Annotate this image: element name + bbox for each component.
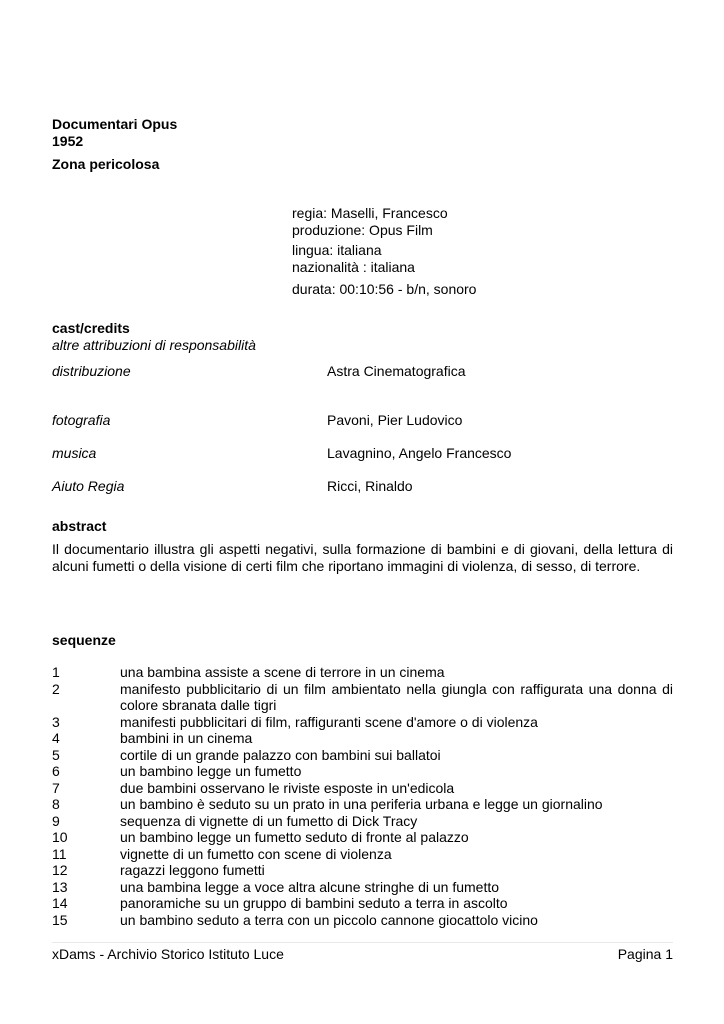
- sequence-text: sequenza di vignette di un fumetto di Dick Tracy: [120, 812, 418, 829]
- cast-name: Pavoni, Pier Ludovico: [327, 412, 463, 428]
- sequence-text: cortile di un grande palazzo con bambini sui ballatoi: [120, 746, 441, 763]
- sequence-text: manifesti pubblicitari di film, raffiguranti scene d'amore o di violenza: [120, 713, 538, 730]
- sequence-text: vignette di un fumetto con scene di violenza: [120, 845, 392, 862]
- list-item: [52, 846, 673, 863]
- series-title: Documentari Opus: [52, 116, 178, 132]
- sequence-text: una bambina assiste a scene di terrore in un cinema: [120, 664, 445, 680]
- list-item: [52, 747, 673, 764]
- sequence-number: 13: [52, 878, 68, 895]
- sequence-text: una bambina legge a voce altra alcune stringhe di un fumetto: [120, 878, 500, 895]
- sequence-number: 3: [52, 713, 60, 730]
- cast-role: Aiuto Regia: [52, 478, 125, 494]
- sequence-text: un bambino è seduto su un prato in una periferia urbana e legge un giornalino: [120, 796, 603, 812]
- cast-name: Lavagnino, Angelo Francesco: [327, 445, 512, 461]
- sequence-number: 15: [52, 911, 68, 928]
- list-item: [52, 714, 673, 731]
- abstract-heading: abstract: [52, 518, 107, 534]
- cast-heading: cast/credits: [52, 320, 130, 336]
- sequence-number: 6: [52, 763, 60, 779]
- sequence-number: 4: [52, 730, 60, 746]
- list-item: [52, 664, 673, 681]
- footer-source: xDams - Archivio Storico Istituto Luce: [52, 946, 284, 962]
- footer-divider: [52, 942, 673, 943]
- sequence-number: 12: [52, 862, 68, 878]
- list-item: [52, 763, 673, 780]
- list-item: [52, 829, 673, 846]
- cast-name: Astra Cinematografica: [327, 363, 466, 379]
- sequence-number: 9: [52, 812, 60, 829]
- sequence-number: 14: [52, 895, 68, 911]
- list-item: [52, 813, 673, 830]
- sequence-number: 8: [52, 796, 60, 812]
- produzione: produzione: Opus Film: [292, 222, 433, 238]
- sequence-list: [52, 664, 673, 928]
- list-item: [52, 796, 673, 813]
- list-item: [52, 681, 673, 714]
- sequence-text: manifesto pubblicitario di un film ambientato nella giungla con raffigurata una donna di colore sbranata dalle tigri: [120, 680, 673, 713]
- list-item: [52, 912, 673, 929]
- page-number: Pagina 1: [617, 946, 673, 962]
- sequence-text: panoramiche su un gruppo di bambini seduto a terra in ascolto: [120, 895, 508, 911]
- cast-role: distribuzione: [52, 363, 131, 379]
- nazionalita: nazionalità : italiana: [292, 259, 415, 275]
- sequence-number: 10: [52, 829, 68, 845]
- regia: regia: Maselli, Francesco: [292, 205, 448, 221]
- list-item: [52, 780, 673, 797]
- durata: durata: 00:10:56 - b/n, sonoro: [292, 281, 477, 297]
- list-item: [52, 895, 673, 912]
- cast-role: musica: [52, 445, 97, 461]
- cast-subheading: altre attribuzioni di responsabilità: [52, 337, 256, 353]
- list-item: [52, 862, 673, 879]
- sequence-text: un bambino legge un fumetto seduto di fronte al palazzo: [120, 829, 469, 845]
- sequence-text: un bambino legge un fumetto: [120, 763, 302, 779]
- sequence-number: 5: [52, 746, 60, 763]
- sequence-number: 11: [52, 845, 67, 862]
- year: 1952: [52, 133, 84, 149]
- sequence-text: ragazzi leggono fumetti: [120, 862, 265, 878]
- sequence-number: 2: [52, 680, 60, 697]
- sequence-number: 7: [52, 779, 60, 796]
- sequence-text: un bambino seduto a terra con un piccolo cannone giocattolo vicino: [120, 911, 538, 928]
- list-item: [52, 730, 673, 747]
- lingua: lingua: italiana: [292, 242, 382, 258]
- document-title: Zona pericolosa: [52, 156, 160, 172]
- cast-role: fotografia: [52, 412, 111, 428]
- list-item: [52, 879, 673, 896]
- sequence-text: bambini in un cinema: [120, 730, 253, 746]
- cast-name: Ricci, Rinaldo: [327, 478, 413, 494]
- sequence-text: due bambini osservano le riviste esposte in un'edicola: [120, 779, 455, 796]
- sequence-number: 1: [52, 664, 60, 680]
- abstract-text: Il documentario illustra gli aspetti negativi, sulla formazione di bambini e di giovani, della lettura di alcuni fumetti o della visione di certi film che riportano immagini di violenza, di sesso, di terrore.: [52, 541, 673, 574]
- sequenze-heading: sequenze: [52, 632, 116, 648]
